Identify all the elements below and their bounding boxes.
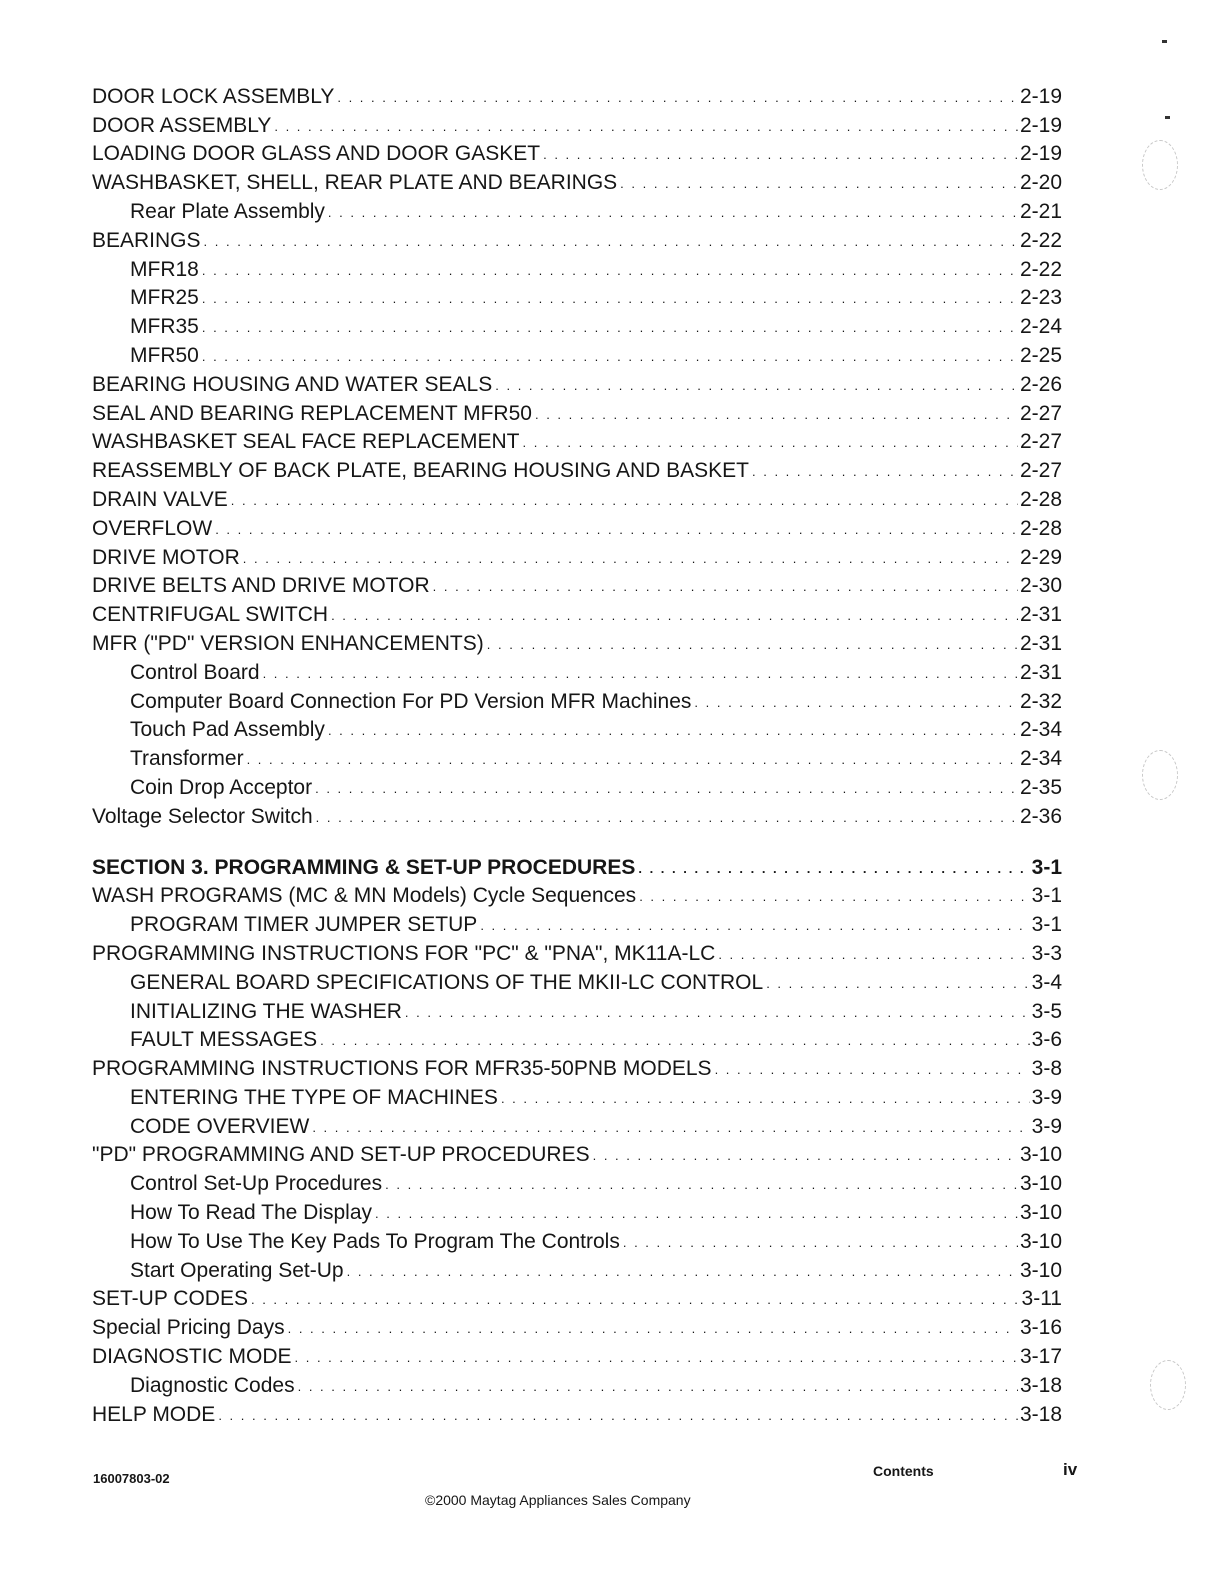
toc-entry[interactable]	[92, 1052, 1062, 1081]
toc-entry[interactable]	[92, 598, 1062, 627]
toc-leader-dots	[295, 1351, 1018, 1365]
toc-entry-page: 3-9	[1031, 1114, 1062, 1138]
toc-entry-title: DRAIN VALVE	[92, 487, 228, 511]
toc-leader-dots	[202, 350, 1018, 364]
toc-entry-page: 2-27	[1019, 459, 1062, 483]
toc-leader-dots	[495, 379, 1018, 393]
toc-entry[interactable]	[92, 570, 1062, 599]
toc-entry[interactable]	[92, 966, 1062, 995]
toc-leader-dots	[204, 235, 1018, 249]
toc-leader-dots	[320, 1034, 1030, 1048]
toc-entry-title: Rear Plate Assembly	[130, 199, 325, 223]
toc-entry-title: OVERFLOW	[92, 516, 213, 540]
toc-entry[interactable]	[92, 771, 1062, 800]
toc-entry-title: Control Set-Up Procedures	[130, 1172, 383, 1196]
toc-entry[interactable]	[92, 80, 1062, 109]
toc-entry-page: 2-19	[1019, 142, 1062, 166]
toc-leader-dots	[202, 264, 1018, 278]
toc-entry-page: 2-34	[1019, 747, 1062, 771]
toc-entry[interactable]	[92, 483, 1062, 512]
toc-leader-dots	[331, 609, 1018, 623]
toc-leader-dots	[347, 1265, 1018, 1279]
toc-entry-title: SECTION 3. PROGRAMMING & SET-UP PROCEDURES	[92, 855, 636, 879]
toc-entry-page: 3-17	[1019, 1345, 1062, 1369]
toc-entry-title: GENERAL BOARD SPECIFICATIONS OF THE MKII-LC CONTROL	[130, 970, 764, 994]
scan-speck	[1165, 116, 1170, 119]
toc-entry-page: 2-31	[1019, 603, 1062, 627]
toc-entry[interactable]	[92, 995, 1062, 1024]
toc-entry-title: Transformer	[130, 747, 244, 771]
toc-entry-title: REASSEMBLY OF BACK PLATE, BEARING HOUSING AND BASKET	[92, 459, 750, 483]
footer-page-number: iv	[1063, 1460, 1078, 1479]
toc-entry-title: Special Pricing Days	[92, 1316, 285, 1340]
toc-entry-title: WASH PROGRAMS (MC & MN Models) Cycle Sequences	[92, 884, 637, 908]
toc-entry-title: MFR35	[130, 315, 199, 339]
toc-entry-page: 3-16	[1019, 1316, 1062, 1340]
toc-leader-dots	[623, 1236, 1018, 1250]
toc-leader-dots	[215, 523, 1018, 537]
toc-entry-title: CODE OVERVIEW	[130, 1114, 310, 1138]
toc-leader-dots	[288, 1322, 1018, 1336]
toc-section-3-heading[interactable]	[92, 851, 1062, 880]
toc-entry-page: 3-10	[1019, 1258, 1062, 1282]
toc-entry[interactable]	[92, 282, 1062, 311]
toc-entry-page: 3-18	[1019, 1373, 1062, 1397]
toc-entry-page: 3-10	[1019, 1201, 1062, 1225]
toc-leader-dots	[316, 811, 1018, 825]
toc-entry[interactable]	[92, 1340, 1062, 1369]
toc-entry-page: 2-31	[1019, 631, 1062, 655]
toc-entry[interactable]	[92, 714, 1062, 743]
toc-entry-title: MFR25	[130, 286, 199, 310]
toc-leader-dots	[593, 1149, 1018, 1163]
toc-entry-title: DOOR ASSEMBLY	[92, 113, 272, 137]
toc-entry-title: Computer Board Connection For PD Version MFR Machines	[130, 689, 692, 713]
toc-entry[interactable]	[92, 195, 1062, 224]
toc-leader-dots	[315, 782, 1018, 796]
toc-leader-dots	[480, 919, 1029, 933]
toc-entry-page: 3-11	[1021, 1287, 1062, 1311]
toc-entry[interactable]	[92, 1110, 1062, 1139]
toc-entry-page: 2-19	[1019, 84, 1062, 108]
toc-leader-dots	[487, 638, 1018, 652]
toc-entry-title: INITIALIZING THE WASHER	[130, 999, 402, 1023]
toc-entry-page: 2-21	[1019, 199, 1062, 223]
toc-leader-dots	[328, 724, 1018, 738]
toc-entry[interactable]	[92, 1283, 1062, 1312]
document-number: 16007803-02	[93, 1471, 170, 1486]
toc-leader-dots	[231, 494, 1018, 508]
toc-entry-title: PROGRAMMING INSTRUCTIONS FOR MFR35-50PNB MODELS	[92, 1057, 712, 1081]
toc-entry-title: SET-UP CODES	[92, 1287, 248, 1311]
toc-entry[interactable]	[92, 1225, 1062, 1254]
toc-entry-page: 2-36	[1019, 804, 1062, 828]
toc-entry-page: 3-1	[1031, 913, 1062, 937]
toc-entry-title: BEARINGS	[92, 228, 201, 252]
toc-leader-dots	[274, 120, 1018, 134]
toc-entry[interactable]	[92, 368, 1062, 397]
toc-entry[interactable]	[92, 1311, 1062, 1340]
toc-entry-page: 3-5	[1031, 999, 1062, 1023]
toc-leader-dots	[752, 465, 1018, 479]
toc-entry-title: DRIVE MOTOR	[92, 545, 240, 569]
toc-entry-page: 3-1	[1031, 884, 1062, 908]
toc-entry[interactable]	[92, 397, 1062, 426]
toc-leader-dots	[501, 1092, 1030, 1106]
toc-entry-title: PROGRAM TIMER JUMPER SETUP	[130, 913, 478, 937]
toc-entry[interactable]	[92, 512, 1062, 541]
toc-leader-dots	[202, 321, 1018, 335]
toc-entry-page: 3-10	[1019, 1229, 1062, 1253]
toc-entry-page: 3-10	[1019, 1143, 1062, 1167]
toc-entry-title: How To Read The Display	[130, 1201, 373, 1225]
toc-entry-title: DOOR LOCK ASSEMBLY	[92, 84, 335, 108]
toc-entry-page: 2-26	[1019, 372, 1062, 396]
toc-entry-title: DRIVE BELTS AND DRIVE MOTOR	[92, 574, 430, 598]
toc-leader-dots	[535, 408, 1018, 422]
toc-entry-page: 2-20	[1019, 171, 1062, 195]
toc-section-2-entries	[92, 80, 1062, 829]
toc-entry[interactable]	[92, 224, 1062, 253]
toc-leader-dots	[433, 580, 1018, 594]
toc-leader-dots	[218, 1409, 1018, 1423]
toc-entry[interactable]	[92, 1167, 1062, 1196]
toc-entry[interactable]	[92, 1369, 1062, 1398]
toc-entry[interactable]	[92, 253, 1062, 282]
toc-entry-title: DIAGNOSTIC MODE	[92, 1345, 292, 1369]
toc-leader-dots	[312, 1121, 1029, 1135]
toc-entry-page: 2-30	[1019, 574, 1062, 598]
toc-leader-dots	[298, 1380, 1018, 1394]
footer-contents-label: Contents	[873, 1463, 934, 1479]
toc-entry-page: 2-29	[1019, 545, 1062, 569]
toc-entry[interactable]	[92, 1024, 1062, 1053]
toc-entry-page: 2-35	[1019, 775, 1062, 799]
toc-entry-page: 3-4	[1031, 970, 1062, 994]
punch-hole-bottom	[1150, 1360, 1186, 1410]
toc-entry-title: LOADING DOOR GLASS AND DOOR GASKET	[92, 142, 541, 166]
toc-entry-title: SEAL AND BEARING REPLACEMENT MFR50	[92, 401, 532, 425]
toc-entry-title: HELP MODE	[92, 1402, 216, 1426]
toc-entry[interactable]	[92, 454, 1062, 483]
toc-entry[interactable]	[92, 908, 1062, 937]
toc-entry[interactable]	[92, 166, 1062, 195]
toc-entry[interactable]	[92, 138, 1062, 167]
scan-speck	[1162, 40, 1167, 43]
toc-entry-title: MFR50	[130, 343, 199, 367]
toc-entry-title: Start Operating Set-Up	[130, 1258, 344, 1282]
toc-entry-title: BEARING HOUSING AND WATER SEALS	[92, 372, 493, 396]
toc-entry-page: 3-6	[1031, 1028, 1062, 1052]
toc-entry[interactable]	[92, 937, 1062, 966]
toc-entry-page: 2-34	[1019, 718, 1062, 742]
toc-leader-dots	[639, 890, 1029, 904]
toc-entry-page: 2-31	[1019, 660, 1062, 684]
toc-entry-page: 3-1	[1031, 855, 1062, 879]
toc-leader-dots	[202, 292, 1018, 306]
toc-entry-title: Diagnostic Codes	[130, 1373, 295, 1397]
toc-entry[interactable]	[92, 426, 1062, 455]
toc-entry[interactable]	[92, 339, 1062, 368]
toc-entry[interactable]	[92, 310, 1062, 339]
toc-entry[interactable]	[92, 880, 1062, 909]
table-of-contents	[92, 80, 1062, 1427]
toc-entry-page: 2-27	[1019, 401, 1062, 425]
toc-leader-dots	[375, 1207, 1018, 1221]
toc-entry-page: 3-18	[1019, 1402, 1062, 1426]
toc-entry-page: 3-10	[1019, 1172, 1062, 1196]
toc-entry[interactable]	[92, 1398, 1062, 1427]
toc-entry[interactable]	[92, 1139, 1062, 1168]
toc-entry-title: Voltage Selector Switch	[92, 804, 313, 828]
toc-entry-title: Touch Pad Assembly	[130, 718, 325, 742]
toc-entry-page: 2-19	[1019, 113, 1062, 137]
toc-section-3-entries	[92, 880, 1062, 1427]
toc-entry-title: FAULT MESSAGES	[130, 1028, 318, 1052]
toc-leader-dots	[251, 1293, 1020, 1307]
toc-entry-title: How To Use The Key Pads To Program The Controls	[130, 1229, 620, 1253]
toc-entry-page: 2-25	[1019, 343, 1062, 367]
toc-entry-title: "PD" PROGRAMMING AND SET-UP PROCEDURES	[92, 1143, 590, 1167]
toc-leader-dots	[715, 1063, 1030, 1077]
toc-entry-page: 2-23	[1019, 286, 1062, 310]
toc-leader-dots	[405, 1006, 1030, 1020]
punch-hole-middle	[1142, 750, 1178, 800]
toc-entry-page: 3-8	[1031, 1057, 1062, 1081]
toc-entry[interactable]	[92, 1254, 1062, 1283]
toc-entry-page: 2-22	[1019, 257, 1062, 281]
toc-entry[interactable]	[92, 1196, 1062, 1225]
toc-entry[interactable]	[92, 627, 1062, 656]
toc-entry[interactable]	[92, 109, 1062, 138]
toc-leader-dots	[543, 148, 1018, 162]
toc-leader-dots	[620, 177, 1018, 191]
toc-leader-dots	[694, 696, 1018, 710]
toc-leader-dots	[263, 667, 1018, 681]
toc-entry-page: 2-28	[1019, 487, 1062, 511]
toc-entry-page: 2-27	[1019, 430, 1062, 454]
toc-entry-title: Coin Drop Acceptor	[130, 775, 313, 799]
footer-copyright: ©2000 Maytag Appliances Sales Company	[425, 1492, 691, 1508]
toc-leader-dots	[718, 948, 1029, 962]
toc-entry[interactable]	[92, 685, 1062, 714]
toc-leader-dots	[243, 552, 1018, 566]
toc-entry-title: Control Board	[130, 660, 260, 684]
toc-leader-dots	[638, 862, 1029, 876]
toc-entry-title: MFR18	[130, 257, 199, 281]
toc-entry[interactable]	[92, 656, 1062, 685]
toc-entry-page: 3-3	[1031, 941, 1062, 965]
toc-leader-dots	[766, 977, 1029, 991]
toc-entry-page: 2-24	[1019, 315, 1062, 339]
toc-entry-title: WASHBASKET SEAL FACE REPLACEMENT	[92, 430, 520, 454]
toc-leader-dots	[247, 753, 1018, 767]
toc-entry-page: 2-28	[1019, 516, 1062, 540]
toc-leader-dots	[337, 91, 1018, 105]
toc-entry-title: MFR ("PD" VERSION ENHANCEMENTS)	[92, 631, 484, 655]
toc-entry-page: 2-22	[1019, 228, 1062, 252]
toc-leader-dots	[385, 1178, 1018, 1192]
toc-entry-title: PROGRAMMING INSTRUCTIONS FOR "PC" & "PNA", MK11A-LC	[92, 941, 716, 965]
toc-entry[interactable]	[92, 800, 1062, 829]
toc-entry-title: CENTRIFUGAL SWITCH	[92, 603, 329, 627]
punch-hole-top	[1142, 140, 1178, 190]
toc-entry[interactable]	[92, 541, 1062, 570]
toc-entry-page: 2-32	[1019, 689, 1062, 713]
toc-entry[interactable]	[92, 1081, 1062, 1110]
toc-leader-dots	[328, 206, 1018, 220]
toc-leader-dots	[523, 436, 1018, 450]
toc-entry-title: WASHBASKET, SHELL, REAR PLATE AND BEARINGS	[92, 171, 618, 195]
toc-entry-page: 3-9	[1031, 1085, 1062, 1109]
toc-entry[interactable]	[92, 742, 1062, 771]
toc-entry-title: ENTERING THE TYPE OF MACHINES	[130, 1085, 498, 1109]
